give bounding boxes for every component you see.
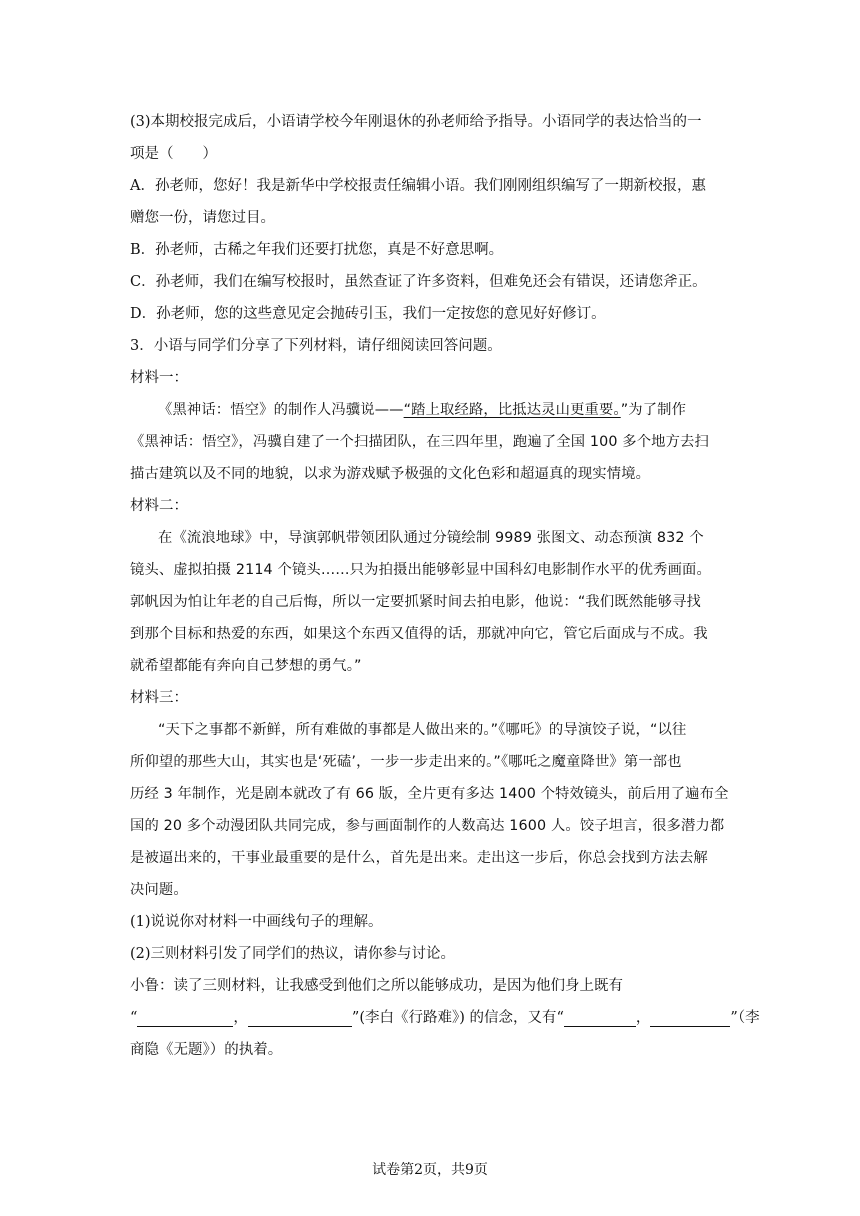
material-3-line-5: 是被逼出来的，干事业最重要的是什么，首先是出来。走出这一步后，你总会找到方法去解 bbox=[130, 850, 708, 866]
material-3-line-1: “天下之事都不新鲜，所有难做的事都是人做出来的。”《哪吒》的导演饺子说，“以往 bbox=[158, 722, 687, 738]
material-3-line-4: 国的 20 多个动漫团队共同完成，参与画面制作的人数高达 1600 人。饺子坦言，很多潜力都 bbox=[130, 818, 725, 834]
q3-subquestion-stem-cont: 项是（ ） bbox=[130, 146, 217, 162]
material-2-line-5: 就希望都能有奔向自己梦想的勇气。” bbox=[130, 658, 362, 674]
answer-blank-3[interactable] bbox=[564, 1010, 636, 1027]
q3-subquestion-stem: (3)本期校报完成后，小语请学校今年刚退休的孙老师给予指导。小语同学的表达恰当的一 bbox=[130, 114, 702, 130]
question-3-intro: 3．小语与同学们分享了下列材料，请仔细阅读回答问题。 bbox=[130, 338, 502, 354]
option-b: B．孙老师，古稀之年我们还要打扰您，真是不好意思啊。 bbox=[130, 242, 504, 258]
comma: ， bbox=[635, 1010, 651, 1026]
material-3-line-6: 决问题。 bbox=[130, 882, 188, 898]
option-c: C．孙老师，我们在编写校报时，虽然查证了许多资料，但难免还会有错误，还请您斧正。 bbox=[130, 274, 707, 290]
material-3-heading: 材料三： bbox=[130, 690, 188, 706]
material-2-line-2: 镜头、虚拟拍摄 2114 个镜头……只为拍摄出能够彰显中国科幻电影制作水平的优秀画面。 bbox=[130, 562, 711, 578]
xiaolu-statement-end: 商隐《无题》）的执着。 bbox=[130, 1042, 283, 1058]
material-1-line-3: 描古建筑以及不同的地貌，以求为游戏赋予极强的文化色彩和超逼真的现实情境。 bbox=[130, 466, 651, 482]
sub-question-2: (2)三则材料引发了同学们的热议，请你参与讨论。 bbox=[130, 946, 456, 962]
material-3-line-3: 历经 3 年制作，光是剧本就改了有 66 版，全片更有多达 1400 个特效镜头，前后用了遍布全 bbox=[130, 786, 729, 802]
source-text: ”(李白《行路难》) 的信念，又有“ bbox=[351, 1010, 564, 1026]
material-3-line-2: 所仰望的那些大山，其实也是‘死磕’，一步一步走出来的。”《哪吒之魔童降世》第一部也 bbox=[130, 754, 682, 770]
material-1-line-1 bbox=[130, 394, 734, 426]
material-2-line-4: 到那个目标和热爱的东西，如果这个东西又值得的话，那就冲向它，管它后面成与不成。我 bbox=[130, 626, 708, 642]
option-a: A．孙老师，您好！我是新华中学校报责任编辑小语。我们刚刚组织编写了一期新校报，惠 bbox=[130, 178, 706, 194]
page-footer: 试卷第2页，共9页 bbox=[372, 1162, 488, 1178]
sub-question-1: (1)说说你对材料一中画线句子的理解。 bbox=[130, 914, 383, 930]
material-2-heading: 材料二： bbox=[130, 498, 188, 514]
page-content bbox=[130, 106, 760, 1066]
open-quote: “ bbox=[130, 1010, 138, 1026]
answer-blank-1[interactable] bbox=[137, 1010, 233, 1027]
answer-blank-4[interactable] bbox=[650, 1010, 730, 1027]
material-2-line-3: 郭帆因为怕让年老的自己后悔，所以一定要抓紧时间去拍电影，他说：“我们既然能够寻找 bbox=[130, 594, 701, 610]
option-d: D．孙老师，您的这些意见定会抛砖引玉，我们一定按您的意见好好修订。 bbox=[130, 306, 606, 322]
xiaolu-statement-fill-line bbox=[130, 1002, 760, 1034]
material-1-text: 《黑神话：悟空》的制作人冯骥说—— bbox=[158, 402, 404, 418]
material-1-text-tail: ”为了制作 bbox=[620, 402, 687, 418]
material-1-heading: 材料一： bbox=[130, 370, 188, 386]
material-2-line-1: 在《流浪地球》中，导演郭帆带领团队通过分镜绘制 9989 张图文、动态预演 832 个 bbox=[158, 530, 704, 546]
answer-blank-2[interactable] bbox=[248, 1010, 352, 1027]
underlined-sentence: “踏上取经路，比抵达灵山更重要。 bbox=[403, 402, 621, 418]
material-1-line-2: 《黑神话：悟空》，冯骥自建了一个扫描团队，在三四年里，跑遍了全国 100 多个地方去扫 bbox=[130, 434, 709, 450]
xiaolu-statement: 小鲁：读了三则材料，让我感受到他们之所以能够成功，是因为他们身上既有 bbox=[130, 978, 623, 994]
comma: ， bbox=[233, 1010, 248, 1026]
option-a-cont: 赠您一份，请您过目。 bbox=[130, 210, 275, 226]
source-text-tail: ”（李 bbox=[730, 1010, 760, 1026]
